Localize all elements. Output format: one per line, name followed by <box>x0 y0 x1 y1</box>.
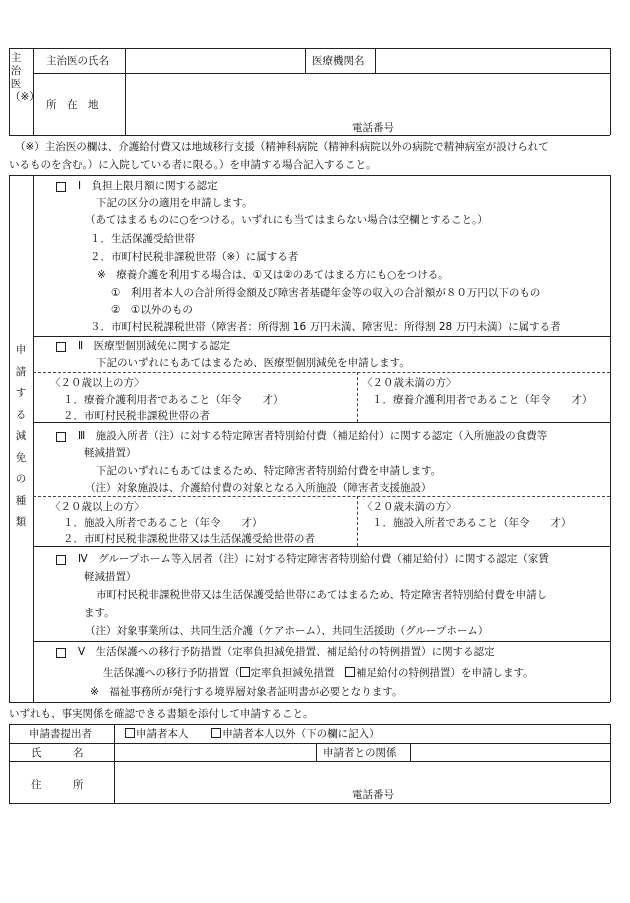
section2-line1: 下記のいずれにもあてはまるため、医療型個別減免を申請します。 <box>96 357 410 369</box>
doctor-note-line1: （※）主治医の欄は、介護給付費又は地域移行支援（精神科病院（精神科病院以外の病院で精神病室が設けられて <box>15 141 549 153</box>
section2-checkbox[interactable] <box>56 342 66 352</box>
self-option-label: 申請者本人 <box>136 728 189 740</box>
applicant-phone-label: 電話番号 <box>352 789 394 801</box>
relation-label: 申請者との関係 <box>323 747 397 759</box>
section1-title: Ⅰ 負担上限月額に関する認定 <box>78 180 218 192</box>
section3-over20-item1[interactable]: １．施設入所者であること（年令 才） <box>63 517 263 529</box>
section2-over20-item1[interactable]: １．療養介護利用者であること（年令 才） <box>63 394 284 406</box>
submitter-label: 申請書提出者 <box>29 728 92 740</box>
supplement-special-label: 補足給付の特例措置）を申請します。 <box>356 667 534 679</box>
section3-title: Ⅲ 施設入所者（注）に対する特定障害者特別給付費（補足給付）に関する認定（入所施設の食費等 <box>78 430 548 442</box>
section1-note-option1[interactable]: ① 利用者本人の合計所得金額及び障害者基礎年金等の収入の合計額が８０万円以下のもの <box>111 287 541 299</box>
section5-checkbox[interactable] <box>56 648 66 658</box>
doctor-side-label: 主治医（※） <box>10 52 40 103</box>
doctor-name-label: 主治医の氏名 <box>46 55 109 67</box>
section2-over20-item2[interactable]: ２．市町村民税非課税世帯の者 <box>63 410 210 422</box>
section1-item1[interactable]: １．生活保護受給世帯 <box>90 233 195 245</box>
section2-over20-head: 〈２０歳以上の方〉 <box>50 377 145 389</box>
applicant-address-value[interactable] <box>118 764 606 786</box>
section4-line2: ます。 <box>84 607 115 619</box>
institution-value[interactable] <box>380 52 605 70</box>
section5-title: Ⅴ 生活保護への移行予防措置（定率負担減免措置、補足給付の特例措置）に関する認定 <box>78 646 495 658</box>
doctor-note-line2: いるものを含む。）に入院している者に限る。）を申請する場合記入すること。 <box>9 159 377 171</box>
other-checkbox[interactable] <box>211 728 221 738</box>
section1-note: ※ 療養介護を利用する場合は、①又は②のあてはまる方にも○をつける。 <box>97 269 449 281</box>
section3-under20-head: 〈２０歳未満の方〉 <box>362 501 457 513</box>
rate-reduction-label: 定率負担減免措置 <box>250 667 345 679</box>
applicant-name-value[interactable] <box>118 745 312 759</box>
section3-over20-head: 〈２０歳以上の方〉 <box>50 501 145 513</box>
section4-title2: 軽減措置） <box>84 571 137 583</box>
section2-under20-item1[interactable]: １．療養介護利用者であること（年令 才） <box>372 394 593 406</box>
applicant-address-label: 住 所 <box>31 779 84 791</box>
section4-title: Ⅳ グループホーム等入居者（注）に対する特定障害者特別給付費（補足給付）に関する認定（家賃 <box>78 553 549 565</box>
attach-note: いずれも、事実関係を確認できる書類を添付して申請すること。 <box>9 708 314 720</box>
section3-title2: 軽減措置） <box>84 447 137 459</box>
section3-line1: 下記のいずれにもあてはまるため、特定障害者特別給付費を申請します。 <box>96 465 442 477</box>
section4-line1: 市町村民税非課税世帯又は生活保護受給世帯にあてはまるため、特定障害者特別給付費を申請し <box>96 589 548 601</box>
other-option-label: 申請者本人以外（下の欄に記入） <box>222 728 380 740</box>
section3-over20-item2[interactable]: ２．市町村民税非課税世帯又は生活保護受給世帯の者 <box>63 533 315 545</box>
institution-label: 医療機関名 <box>312 55 365 67</box>
supplement-special-checkbox[interactable] <box>345 667 355 677</box>
section2-title: Ⅱ 医療型個別減免に関する認定 <box>78 340 231 352</box>
section5-line1 <box>103 666 534 680</box>
rate-reduction-checkbox[interactable] <box>240 667 250 677</box>
section4-note: （注）対象事業所は、共同生活介護（ケアホーム）、共同生活援助（グループホーム） <box>85 625 489 637</box>
section3-checkbox[interactable] <box>56 432 66 442</box>
section1-item2[interactable]: ２．市町村民税非課税世帯（※）に属する者 <box>90 251 299 263</box>
applicant-name-label: 氏 名 <box>31 747 84 759</box>
section1-line1: 下記の区分の適用を申請します。 <box>96 197 253 209</box>
section1-item3[interactable]: ３．市町村民税課税世帯（障害者：所得割 16 万円未満、障害児：所得割 28 万円未満）に属する者 <box>90 321 561 333</box>
section1-checkbox[interactable] <box>56 182 66 192</box>
submitter-options <box>125 727 380 741</box>
doctor-address-label: 所 在 地 <box>46 99 99 111</box>
relation-value[interactable] <box>414 745 606 759</box>
section5-note: ※ 福祉事務所が発行する境界層対象者証明書が必要となります。 <box>90 686 403 698</box>
self-checkbox[interactable] <box>125 728 135 738</box>
section3-note: （注）対象施設は、介護給付費の対象となる入所施設（障害者支援施設） <box>85 482 432 494</box>
section5-line1-prefix: 生活保護への移行予防措置（ <box>103 667 240 679</box>
reduction-side-label: 申請する減免の種類 <box>15 344 27 528</box>
section3-under20-item1[interactable]: １．施設入所者であること（年令 才） <box>372 517 572 529</box>
section1-line2: （あてはまるものに○をつける。いずれにも当てはまらない場合は空欄とすること。） <box>85 214 488 226</box>
section1-note-option2[interactable]: ② ①以外のもの <box>111 304 193 316</box>
section4-checkbox[interactable] <box>56 555 66 565</box>
doctor-name-value[interactable] <box>130 52 300 70</box>
doctor-phone-label: 電話番号 <box>352 122 394 134</box>
doctor-address-value[interactable] <box>130 78 605 114</box>
section2-under20-head: 〈２０歳未満の方〉 <box>362 377 457 389</box>
